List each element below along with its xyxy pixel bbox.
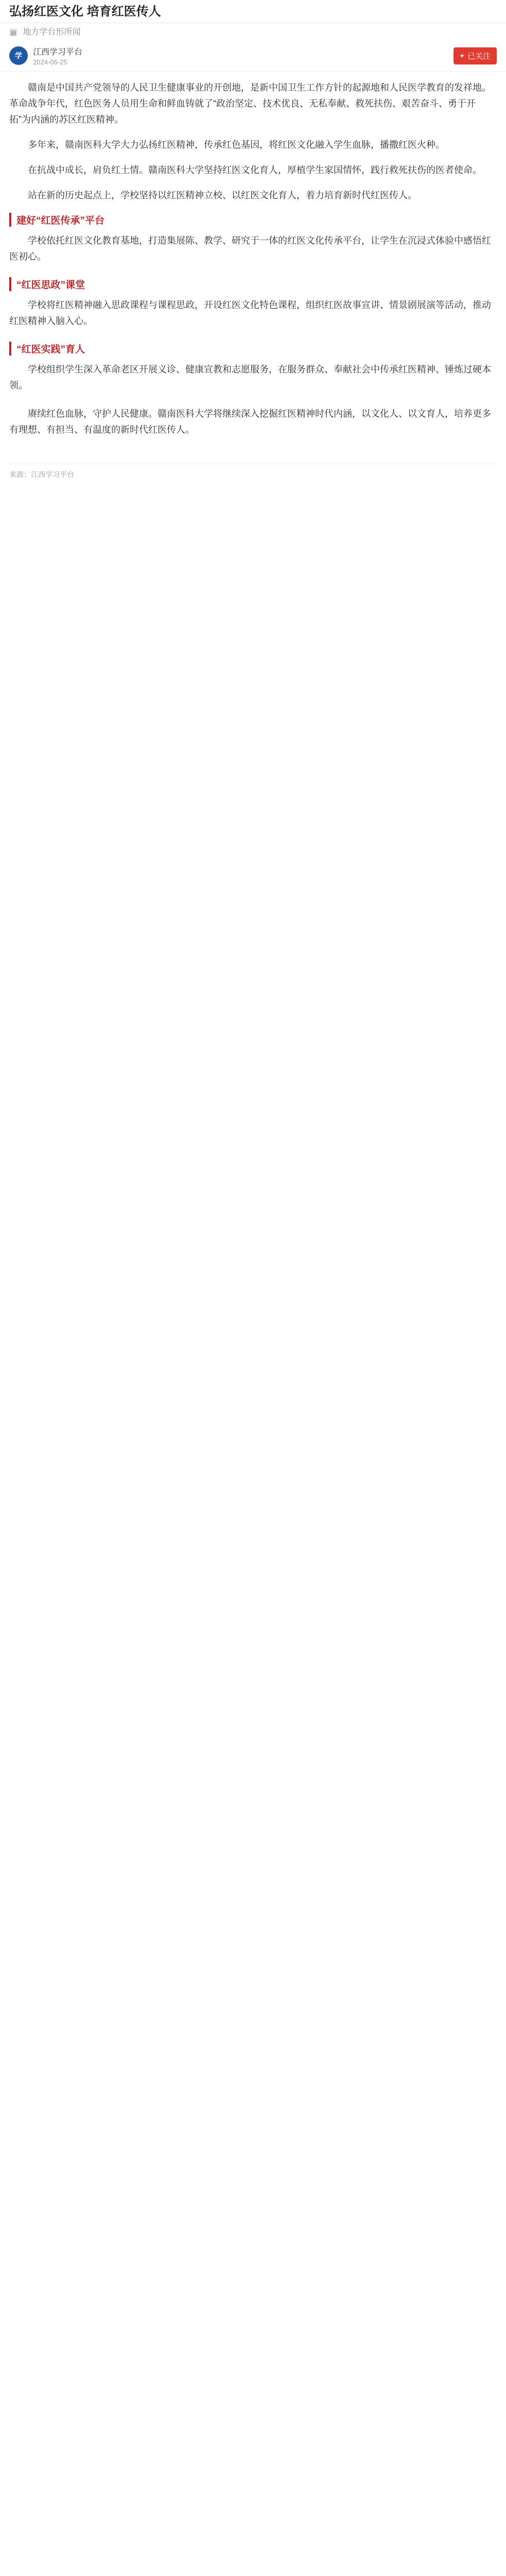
publisher-info — [33, 45, 82, 66]
paragraph-4: 站在新的历史起点上，学校坚持以红医精神立校、以红医文化育人，着力培育新时代红医传人。 — [28, 190, 417, 200]
publisher-name: 江西学习平台 — [33, 48, 83, 57]
publisher-row — [0, 41, 506, 72]
document-icon: ▤ — [9, 28, 18, 37]
paragraph-3: 在抗战中成长，肩负红土情。赣南医科大学坚持红医文化育人，厚植学生家国情怀，践行救死扶伤的医者使命。 — [28, 165, 482, 175]
source-label: 地方学台形所闻 — [23, 28, 81, 37]
section-title: “红医实践”育人 — [9, 342, 497, 355]
section-content: 学校组织学生深入革命老区开展义诊、健康宣教和志愿服务，在服务群众、奉献社会中传承红医精神、锤炼过硬本领。 — [9, 364, 491, 391]
source-label-row — [0, 23, 506, 41]
publisher-left — [9, 45, 82, 66]
paragraph-1: 赣南是中国共产党领导的人民卫生健康事业的开创地，是新中国卫生工作方针的起源地和人民医学教育的发祥地。革命战争年代，红色医务人员用生命和鲜血铸就了“政治坚定、技术优良、无私奉献、救死扶伤、艰苦奋斗、勇于开拓”为内涵的苏区红医精神。 — [9, 82, 491, 125]
section-1 — [9, 213, 497, 265]
article-header — [0, 0, 506, 23]
section-3 — [9, 342, 497, 394]
section-title: 建好“红医传承”平台 — [9, 213, 497, 227]
follow-label: 已关注 — [467, 52, 491, 61]
footer-note: 来源：江西学习平台 — [9, 470, 74, 479]
publish-date: 2024-06-25 — [33, 58, 67, 66]
article-title: 弘扬红医文化 培育红医传人 — [9, 5, 161, 19]
section-content: 学校将红医精神融入思政课程与课程思政，开设红医文化特色课程，组织红医故事宣讲、情景剧展演等活动，推动红医精神入脑入心。 — [9, 300, 491, 326]
article-content — [0, 72, 506, 460]
paragraph-2: 多年来，赣南医科大学大力弘扬红医精神，传承红色基因，将红医文化融入学生血脉，播撒红医火种。 — [28, 140, 445, 150]
follow-button[interactable] — [453, 47, 497, 64]
section-title: “红医思政”课堂 — [9, 277, 497, 291]
section-2 — [9, 277, 497, 329]
section-content: 学校依托红医文化教育基地，打造集展陈、教学、研究于一体的红医文化传承平台，让学生在沉浸式体验中感悟红医初心。 — [9, 235, 491, 262]
plus-icon: + — [460, 51, 464, 60]
avatar: 学 — [9, 46, 28, 65]
closing-paragraph: 赓续红色血脉，守护人民健康。赣南医科大学将继续深入挖掘红医精神时代内涵，以文化人、以文育人，培养更多有理想、有担当、有温度的新时代红医传人。 — [9, 409, 491, 435]
